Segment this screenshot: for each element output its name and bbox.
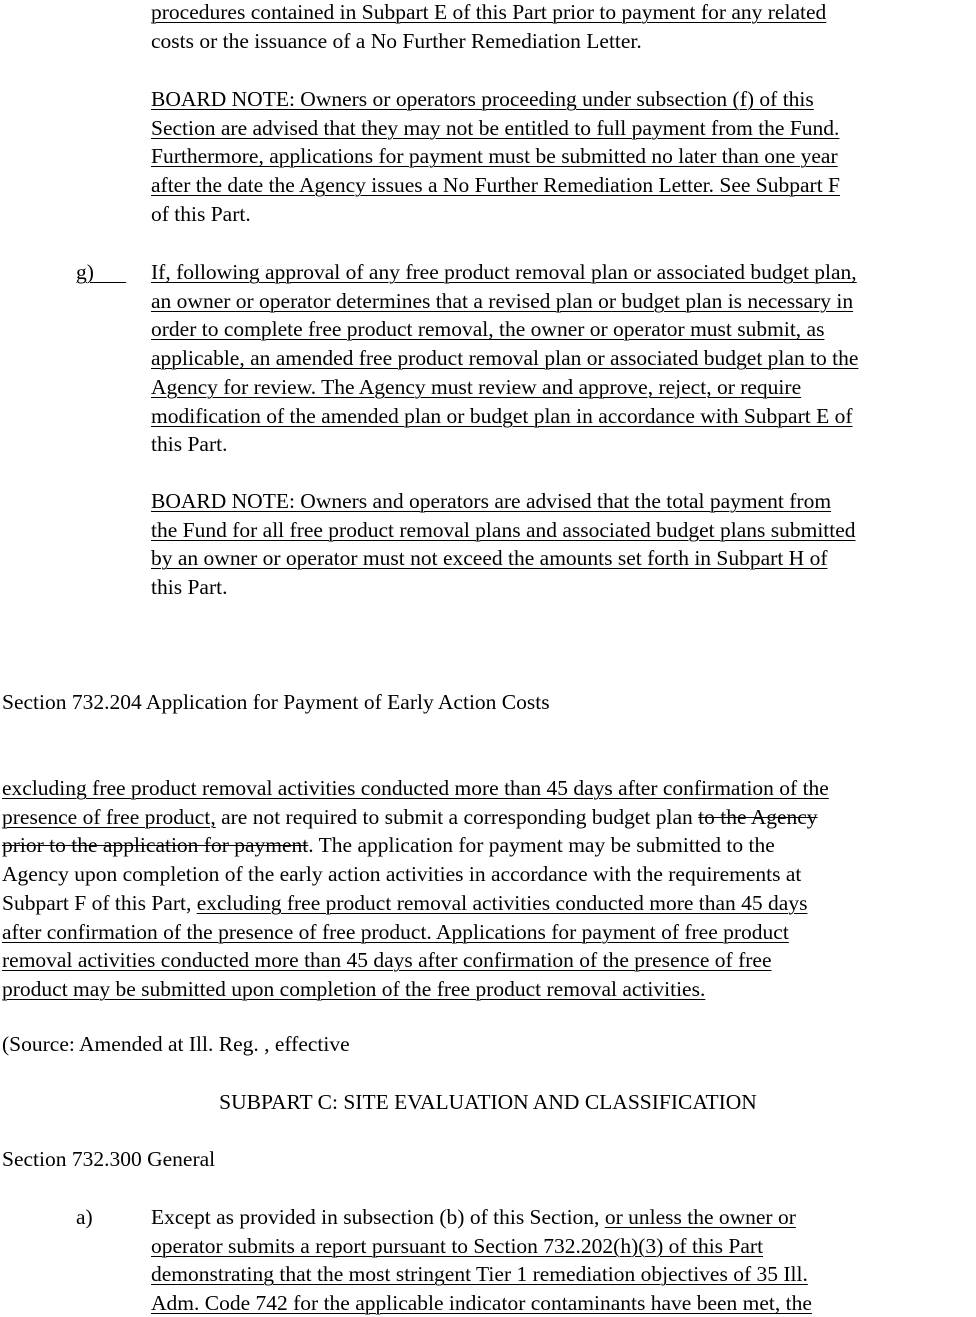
text-line <box>151 1289 812 1317</box>
text-line <box>151 430 227 458</box>
text-line <box>2 803 818 831</box>
text-run: Except as provided in subsection (b) of this Section, <box>151 1205 605 1229</box>
inserted-text: BOARD NOTE: Owners or operators proceeding under subsection (f) of this <box>151 87 814 111</box>
inserted-text: operator submits a report pursuant to Section 732.202(h)(3) of this Part <box>151 1233 764 1258</box>
inserted-text: or unless the owner or <box>604 1205 796 1229</box>
text-line <box>2 889 807 917</box>
text-line <box>151 344 858 372</box>
inserted-text: by an owner or operator must not exceed the amounts set forth in Subpart H of <box>151 546 828 571</box>
section-300-heading: Section 732.300 General <box>2 1147 216 1171</box>
section-204-heading: Section 732.204 Application for Payment of Early Action Costs <box>2 690 550 714</box>
text-line <box>151 0 826 26</box>
text-line <box>151 287 853 315</box>
inserted-text: removal activities conducted more than 45 days after confirmation of the presence of free <box>2 948 772 973</box>
subpart-heading: SUBPART C: SITE EVALUATION AND CLASSIFICATION <box>219 1090 757 1114</box>
inserted-text: procedures contained in Subpart E of this Part prior to payment for any related <box>151 0 827 24</box>
inserted-text: order to complete free product removal, the owner or operator must submit, as <box>151 317 825 342</box>
inserted-text: Agency for review. The Agency must review and approve, reject, or require <box>151 374 802 399</box>
text-line <box>2 860 801 888</box>
struck-text: to the Agency <box>698 804 818 829</box>
struck-text: prior to the application for payment <box>2 833 309 858</box>
inserted-text: BOARD NOTE: Owners and operators are advised that the total payment from <box>151 489 832 513</box>
inserted-text: an owner or operator determines that a revised plan or budget plan is necessary in <box>151 288 854 313</box>
text-line <box>151 315 824 343</box>
inserted-text: applicable, an amended free product removal plan or associated budget plan to the <box>151 346 859 371</box>
text-line <box>151 258 857 286</box>
text-line <box>2 946 772 974</box>
text-line <box>151 85 814 113</box>
text-run: this Part. <box>151 575 228 600</box>
text-run: Agency upon completion of the early action activities in accordance with the requirements at <box>2 862 802 887</box>
text-line <box>151 27 642 55</box>
inserted-text: Section are advised that they may not be entitled to full payment from the Fund. <box>151 115 840 140</box>
item-g-marker: g) <box>76 260 94 284</box>
text-line <box>2 975 705 1003</box>
inserted-text: product may be submitted upon completion of the free product removal activities. <box>2 976 706 1001</box>
text-line <box>151 142 838 170</box>
item-a-marker: a) <box>76 1205 93 1229</box>
text-run: . The application for payment may be submitted to the <box>308 833 775 858</box>
source-note: (Source: Amended at Ill. Reg. , effective <box>2 1032 350 1056</box>
inserted-text: excluding free product removal activities conducted more than 45 days <box>196 890 808 915</box>
text-run: costs or the issuance of a No Further Remediation Letter. <box>151 28 642 53</box>
text-line <box>2 774 829 802</box>
text-run: Subpart F of this Part, <box>2 890 197 915</box>
inserted-text: modification of the amended plan or budget plan in accordance with Subpart E of <box>151 403 853 428</box>
text-line <box>151 1260 808 1288</box>
text-line <box>151 402 853 430</box>
text-line <box>2 831 775 859</box>
text-line <box>2 918 789 946</box>
text-line <box>151 516 856 544</box>
text-line <box>151 544 827 572</box>
inserted-text: Furthermore, applications for payment must be submitted no later than one year <box>151 144 838 169</box>
inserted-text: after the date the Agency issues a No Further Remediation Letter. See Subpart F <box>151 173 841 198</box>
text-line <box>151 373 801 401</box>
text-line <box>151 171 840 199</box>
inserted-text: demonstrating that the most stringent Tier 1 remediation objectives of 35 Ill. <box>151 1262 808 1287</box>
text-line <box>151 200 251 228</box>
text-line <box>151 1232 763 1260</box>
text-line <box>151 1203 796 1231</box>
text-line <box>151 487 831 515</box>
text-run: of this Part. <box>151 201 251 226</box>
inserted-text: excluding free product removal activities conducted more than 45 days after confirmation of the <box>2 776 829 800</box>
text-run: are not required to submit a corresponding budget plan <box>215 804 699 829</box>
inserted-text: presence of free product, <box>2 804 216 829</box>
inserted-text: Adm. Code 742 for the applicable indicator contaminants have been met, the <box>151 1291 812 1316</box>
text-line <box>151 573 227 601</box>
inserted-text: If, following approval of any free product removal plan or associated budget plan, <box>151 260 857 284</box>
text-run: this Part. <box>151 432 228 457</box>
inserted-text: after confirmation of the presence of free product. Applications for payment of free product <box>2 919 789 944</box>
inserted-text: the Fund for all free product removal plans and associated budget plans submitted <box>151 517 856 542</box>
text-line <box>151 114 839 142</box>
